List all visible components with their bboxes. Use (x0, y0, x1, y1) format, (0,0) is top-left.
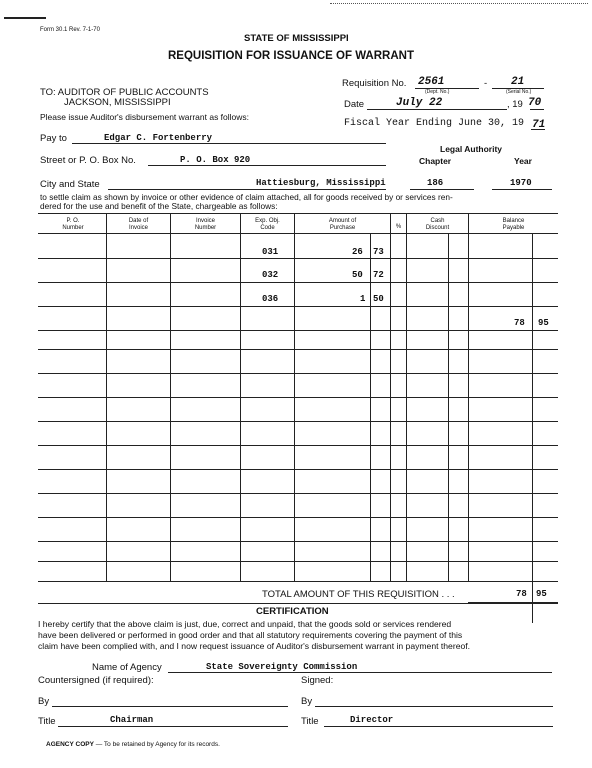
date-line (367, 109, 507, 110)
header-invoice-number: Invoice Number (194, 218, 217, 231)
title-line-right (324, 726, 553, 727)
table-top-border (38, 213, 558, 214)
header-po-number: P. O. Number (62, 218, 84, 231)
city-line (108, 189, 386, 190)
settle-text-line-2: dered for the use and benefit of the State, chargeable as follows: (40, 201, 278, 211)
header-cash-discount: Cash Discount (425, 218, 450, 231)
chapter-label: Chapter (419, 156, 452, 166)
street-value: P. O. Box 920 (180, 155, 251, 165)
amount-dollars-cell: 26 (352, 247, 363, 257)
form-number: Form 30.1 Rev. 7-1-70 (40, 27, 100, 33)
top-edge-mark (330, 3, 588, 4)
exp-obj-code-cell: 032 (262, 270, 279, 280)
table-bottom-border (38, 581, 558, 582)
row-rule (38, 469, 558, 470)
agency-line (168, 672, 552, 673)
row-rule (38, 373, 558, 374)
main-title: REQUISITION FOR ISSUANCE OF WARRANT (168, 50, 414, 62)
row-rule (38, 541, 558, 542)
row-rule (38, 330, 558, 331)
city-value: Hattiesburg, Mississippi (256, 178, 386, 188)
by-label-right: By (301, 696, 313, 707)
title-line-left (58, 726, 288, 727)
balance-dollars-cell: 78 (514, 318, 525, 328)
by-line-right (315, 706, 553, 707)
certification-top-rule (38, 603, 558, 604)
amount-dollars-cell: 50 (352, 270, 363, 280)
year-line (492, 189, 552, 190)
header-percent: % (395, 224, 402, 230)
state-title: STATE OF MISSISSIPPI (244, 33, 349, 44)
row-rule (38, 421, 558, 422)
countersigned-label: Countersigned (if required): (38, 675, 154, 686)
certification-line-2: have been delivered or performed in good order and that all statutory requirements covering the payment of this (38, 630, 463, 640)
date-value: July 22 (396, 97, 443, 109)
amount-dollars-cell: 1 (360, 294, 366, 304)
by-line-left (52, 706, 288, 707)
col-sep-balance-cents (532, 233, 533, 623)
header-exp-obj-code: Exp. Obj. Code (255, 218, 280, 231)
dept-caption: (Dept. No.) (425, 89, 450, 95)
date-year-value: 70 (528, 97, 542, 109)
row-rule (38, 258, 558, 259)
total-dollars: 78 (516, 589, 527, 599)
chapter-line (410, 189, 474, 190)
exp-obj-code-cell: 031 (262, 247, 279, 257)
title-value-right: Director (350, 715, 394, 725)
row-rule (38, 349, 558, 350)
to-line-3: Please issue Auditor's disbursement warrant as follows: (40, 112, 250, 122)
requisition-dash: - (484, 78, 488, 89)
agency-label: Name of Agency (92, 662, 162, 673)
date-year-line (530, 109, 544, 110)
date-year-prefix: , 19 (507, 99, 523, 110)
serial-caption: (Serial No.) (506, 89, 532, 95)
year-label: Year (514, 156, 532, 166)
title-value-left: Chairman (110, 715, 154, 725)
date-label: Date (344, 99, 365, 110)
street-line (148, 165, 386, 166)
row-rule (38, 517, 558, 518)
title-label-right: Title (301, 716, 319, 727)
col-sep-cash-cents (448, 233, 449, 581)
agency-copy-note: — To be retained by Agency for its records. (93, 741, 220, 748)
fiscal-year-value: 71 (532, 119, 546, 131)
header-date-of-invoice: Date of Invoice (128, 218, 149, 231)
street-label: Street or P. O. Box No. (40, 155, 136, 166)
pay-to-label: Pay to (40, 133, 67, 144)
requisition-label: Requisition No. (342, 78, 407, 89)
pay-to-value: Edgar C. Fortenberry (104, 133, 213, 143)
legal-authority-label: Legal Authority (440, 144, 503, 154)
signed-label: Signed: (301, 675, 334, 686)
footer-note (46, 741, 220, 748)
certification-line-1: I hereby certify that the above claim is just, due, correct and unpaid, that the goods sold or services rendered (38, 619, 452, 629)
by-label-left: By (38, 696, 50, 707)
certification-title: CERTIFICATION (256, 606, 329, 617)
row-rule (38, 445, 558, 446)
amount-cents-cell: 72 (373, 270, 384, 280)
table-header-bottom (38, 233, 558, 234)
chapter-value: 186 (427, 178, 444, 188)
year-value: 1970 (510, 178, 532, 188)
row-rule (38, 561, 558, 562)
col-sep-amount-cents (370, 233, 371, 581)
row-rule (38, 282, 558, 283)
header-amount-of-purchase: Amount of Purchase (328, 218, 357, 231)
balance-cents-cell: 95 (538, 318, 549, 328)
row-rule (38, 306, 558, 307)
agency-value: State Sovereignty Commission (206, 662, 358, 672)
serial-no-value: 21 (511, 76, 525, 88)
to-line-2: JACKSON, MISSISSIPPI (64, 97, 171, 108)
total-label: TOTAL AMOUNT OF THIS REQUISITION . . . (262, 589, 455, 600)
pay-to-line (72, 143, 386, 144)
to-line-1: TO: AUDITOR OF PUBLIC ACCOUNTS (40, 87, 209, 98)
dept-no-value: 2561 (418, 76, 445, 88)
row-rule (38, 397, 558, 398)
amount-cents-cell: 73 (373, 247, 384, 257)
header-balance-payable: Balance Payable (502, 218, 525, 231)
row-rule (38, 493, 558, 494)
agency-copy-label: AGENCY COPY (46, 741, 94, 748)
exp-obj-code-cell: 036 (262, 294, 279, 304)
amount-cents-cell: 50 (373, 294, 384, 304)
title-label-left: Title (38, 716, 56, 727)
city-label: City and State (40, 179, 100, 190)
settle-text-line-1: to settle claim as shown by invoice or other evidence of claim attached, all for goods received by or services ren- (40, 192, 453, 202)
certification-line-3: claim have been complied with, and I now request issuance of Auditor's disbursement warrant in payment thereof. (38, 641, 471, 651)
total-cents: 95 (536, 589, 547, 599)
top-scan-mark (4, 17, 46, 19)
fiscal-label: Fiscal Year Ending June 30, 19 (344, 118, 525, 129)
